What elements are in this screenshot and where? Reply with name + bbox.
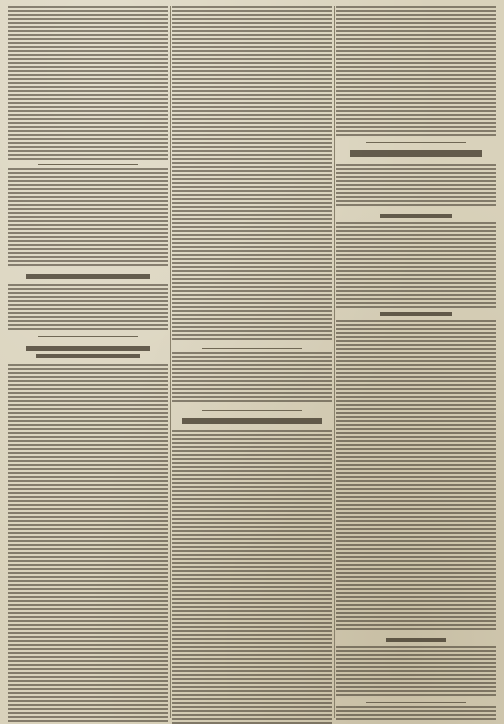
- article-text-block: [336, 320, 496, 632]
- article-text-block: [172, 6, 332, 342]
- article-text-block: [336, 646, 496, 698]
- article-headline: [182, 418, 322, 424]
- article-text-block: [172, 430, 332, 724]
- column-middle: [172, 6, 332, 718]
- article-separator: [202, 410, 302, 411]
- article-text-block: [8, 284, 168, 330]
- article-text-block: [336, 222, 496, 308]
- subsection-heading: [380, 312, 452, 316]
- column-right: [336, 6, 496, 718]
- subsection-heading: [386, 638, 446, 642]
- imprint-text: [336, 706, 496, 722]
- column-rule: [170, 6, 171, 718]
- article-text-block: [8, 364, 168, 724]
- article-separator: [38, 336, 138, 337]
- article-text-block: [8, 6, 168, 160]
- article-separator: [202, 348, 302, 349]
- subsection-heading: [380, 214, 452, 218]
- article-subheadline: [36, 354, 140, 358]
- column-left: [8, 6, 168, 718]
- article-separator: [366, 702, 466, 703]
- article-text-block: [172, 352, 332, 404]
- article-separator: [366, 142, 466, 143]
- section-heading: [350, 150, 482, 157]
- article-headline: [26, 346, 150, 351]
- article-text-block: [336, 6, 496, 136]
- article-text-block: [336, 164, 496, 208]
- article-text-block: [8, 168, 168, 266]
- article-separator: [38, 164, 138, 165]
- column-rule: [334, 6, 335, 718]
- article-headline: [26, 274, 150, 279]
